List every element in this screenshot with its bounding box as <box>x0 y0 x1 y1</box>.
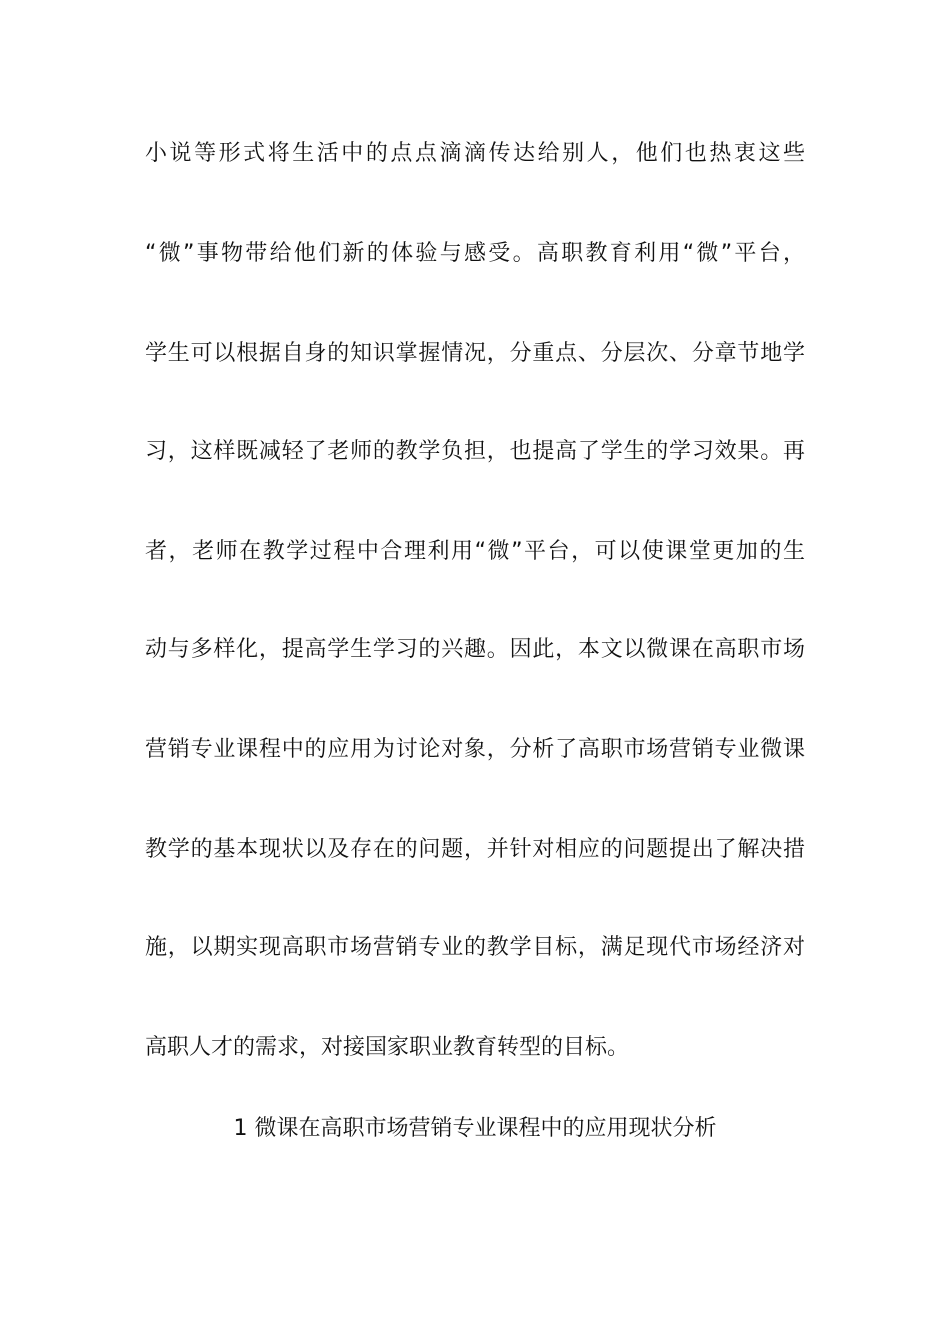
paragraph-line: 施，以期实现高职市场营销专业的教学目标，满足现代市场经济对 <box>145 935 805 960</box>
paragraph-line: 营销专业课程中的应用为讨论对象，分析了高职市场营销专业微课 <box>145 737 805 762</box>
paragraph-line: 者，老师在教学过程中合理利用“微”平台，可以使课堂更加的生 <box>145 539 805 564</box>
paragraph-line: “微”事物带给他们新的体验与感受。高职教育利用“微”平台， <box>145 241 805 266</box>
section-heading: 1 微课在高职市场营销专业课程中的应用现状分析 <box>233 1116 717 1141</box>
paragraph-line: 教学的基本现状以及存在的问题，并针对相应的问题提出了解决措 <box>145 837 805 862</box>
paragraph-line: 学生可以根据自身的知识掌握情况，分重点、分层次、分章节地学 <box>145 341 805 366</box>
paragraph-line: 小说等形式将生活中的点点滴滴传达给别人，他们也热衷这些 <box>145 141 805 166</box>
paragraph-line: 高职人才的需求，对接国家职业教育转型的目标。 <box>145 1035 630 1060</box>
paragraph-line: 习，这样既减轻了老师的教学负担，也提高了学生的学习效果。再 <box>145 439 805 464</box>
paragraph-line: 动与多样化，提高学生学习的兴趣。因此，本文以微课在高职市场 <box>145 637 805 662</box>
